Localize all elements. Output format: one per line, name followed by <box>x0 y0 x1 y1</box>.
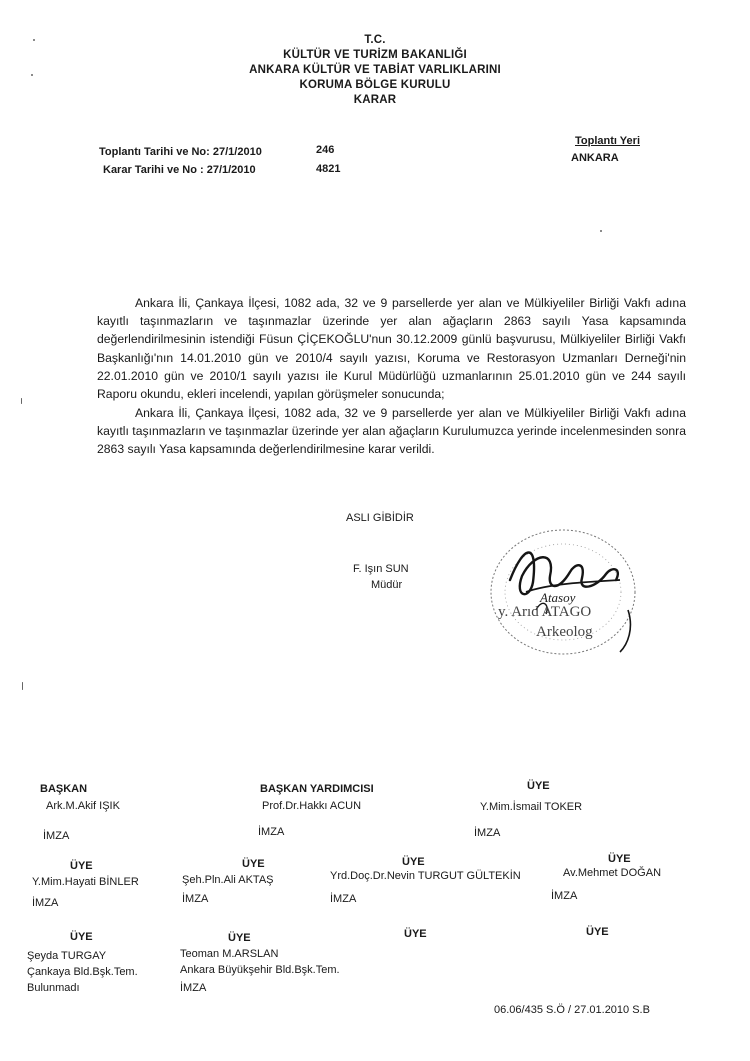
member-role: ÜYE <box>586 926 609 938</box>
seal-text-name: y. Arıd ATAGO <box>498 604 592 620</box>
certifier-title: Müdür <box>371 579 403 591</box>
member-role: BAŞKAN <box>40 783 88 795</box>
header-board: KORUMA BÖLGE KURULU <box>299 79 451 91</box>
member-name: Teoman M.ARSLAN <box>180 948 279 960</box>
official-seal-stamp <box>478 518 648 666</box>
header-tc: T.C. <box>364 34 386 46</box>
meeting-date-label: Toplantı Tarihi ve No: 27/1/2010 <box>99 146 262 158</box>
member-role: ÜYE <box>402 856 425 868</box>
member-signature: İMZA <box>474 827 501 839</box>
meeting-number: 246 <box>316 144 335 156</box>
header-ministry: KÜLTÜR VE TURİZM BAKANLIĞI <box>283 49 467 61</box>
document-reference: 06.06/435 S.Ö / 27.01.2010 S.B <box>494 1004 650 1016</box>
seal-text-title: Arkeolog <box>536 624 593 640</box>
member-status: Bulunmadı <box>27 982 80 994</box>
member-signature: İMZA <box>43 830 70 842</box>
member-role: BAŞKAN YARDIMCISI <box>260 783 374 795</box>
member-signature: İMZA <box>182 893 209 905</box>
member-name: Prof.Dr.Hakkı ACUN <box>262 800 362 812</box>
member-role: ÜYE <box>404 928 427 940</box>
meeting-place-value: ANKARA <box>571 152 619 164</box>
member-name: Ark.M.Akif IŞIK <box>46 800 120 812</box>
member-role: ÜYE <box>242 858 265 870</box>
member-role: ÜYE <box>228 932 251 944</box>
meeting-place-label: Toplantı Yeri <box>575 135 640 147</box>
decision-date-label: Karar Tarihi ve No : 27/1/2010 <box>103 164 256 176</box>
member-role: ÜYE <box>608 853 631 865</box>
member-signature: İMZA <box>180 982 207 994</box>
member-signature: İMZA <box>330 893 357 905</box>
member-signature: İMZA <box>551 890 578 902</box>
certifier-name: F. Işın SUN <box>353 563 409 575</box>
member-role: ÜYE <box>527 780 550 792</box>
header-decision: KARAR <box>353 94 397 106</box>
member-name: Y.Mim.İsmail TOKER <box>480 801 583 813</box>
scan-speck <box>21 398 22 404</box>
member-name: Av.Mehmet DOĞAN <box>563 867 662 879</box>
member-signature: İMZA <box>258 826 285 838</box>
member-signature: İMZA <box>32 897 59 909</box>
member-representation: Ankara Büyükşehir Bld.Bşk.Tem. <box>180 964 340 976</box>
member-name: Yrd.Doç.Dr.Nevin TURGUT GÜLTEKİN <box>330 870 521 882</box>
signature-text: Atasoy <box>540 590 576 605</box>
member-representation: Çankaya Bld.Bşk.Tem. <box>27 966 138 978</box>
header-directorate: ANKARA KÜLTÜR VE TABİAT VARLIKLARINI <box>249 64 501 76</box>
scan-speck <box>600 230 602 232</box>
member-name: Şeyda TURGAY <box>27 950 107 962</box>
decision-paragraph-1: Ankara İli, Çankaya İlçesi, 1082 ada, 32 ve 9 parsellerde yer alan ve Mülkiyeliler Birliği Vakfı adına kayıtlı taşınmazların ve taşınmazlar üzerinde yer alan ağaçların 2863 sayılı Yasa kapsamında değerlendirilmesinin istendiği Füsun ÇİÇEKOĞLU'nun 30.12.2009 günlü başvurusu, Mülkiyeliler Birliği Vakfı Başkanlığı'nın 14.01.2010 gün ve 2010/4 sayılı yazısı, Koruma ve Restorasyon Uzmanları Derneği'nin 22.01.2010 gün ve 2010/1 sayılı yazısı ile Kurul Müdürlüğü uzmanlarının 25.01.2010 gün ve 244 sayılı Raporu okundu, ekleri incelendi, yapılan görüşmeler sonucunda; <box>97 296 686 402</box>
member-name: Y.Mim.Hayati BİNLER <box>32 876 139 888</box>
decision-paragraph-2: Ankara İli, Çankaya İlçesi, 1082 ada, 32 ve 9 parsellerde yer alan ve Mülkiyeliler Birliği Vakfı adına kayıtlı taşınmazların ve taşınmazlar üzerinde yer alan ağaçların Kurulumuzca yerinde incelenmesinden sonra 2863 sayılı Yasa kapsamında değerlendirilmesine karar verildi. <box>97 406 686 457</box>
member-role: ÜYE <box>70 860 93 872</box>
true-copy-label: ASLI GİBİDİR <box>346 512 414 524</box>
member-name: Şeh.Pln.Ali AKTAŞ <box>182 874 274 886</box>
decision-number: 4821 <box>316 163 341 175</box>
member-role: ÜYE <box>70 931 93 943</box>
scan-speck <box>22 682 23 690</box>
